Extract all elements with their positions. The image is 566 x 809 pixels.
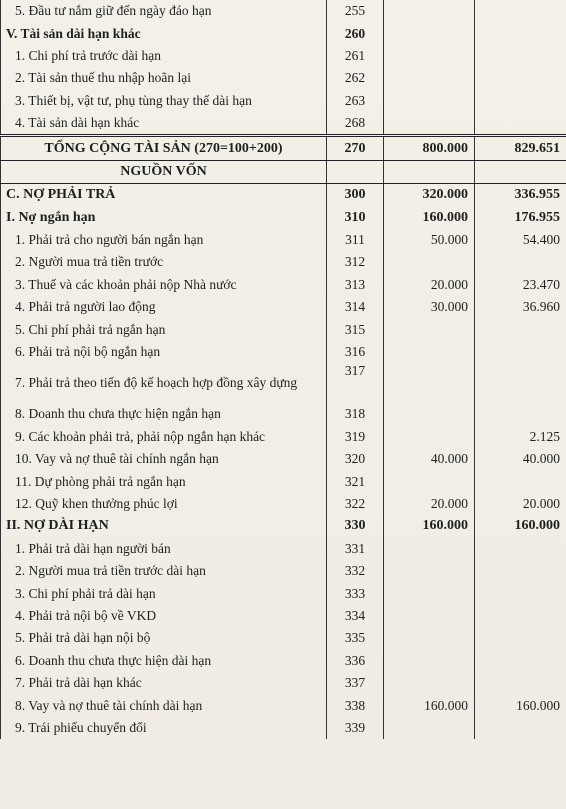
- row-value-start: 160.000: [475, 694, 566, 716]
- row-label: 6. Phải trả nội bộ ngắn hạn: [1, 341, 327, 363]
- empty-cell: [327, 160, 384, 183]
- empty-cell: [475, 160, 566, 183]
- row-label: 3. Chi phí phải trả dài hạn: [1, 582, 327, 604]
- section-header: NGUỒN VỐN: [1, 160, 327, 183]
- row-value-start: [475, 538, 566, 560]
- row-code: 255: [327, 0, 384, 22]
- row-code: 261: [327, 45, 384, 67]
- row-label: 8. Doanh thu chưa thực hiện ngắn hạn: [1, 403, 327, 425]
- row-code: 315: [327, 318, 384, 340]
- row-label: 1. Phải trả cho người bán ngắn hạn: [1, 229, 327, 251]
- table-row: [1, 605, 566, 627]
- row-code: 333: [327, 582, 384, 604]
- row-value-start: [475, 470, 566, 492]
- row-value-start: 54.400: [475, 229, 566, 251]
- row-code: 268: [327, 112, 384, 136]
- row-value-end: 50.000: [384, 229, 475, 251]
- row-value-end: 30.000: [384, 296, 475, 318]
- row-code: 336: [327, 650, 384, 672]
- row-value-end: 20.000: [384, 493, 475, 515]
- row-value-start: 336.955: [475, 184, 566, 207]
- row-value-end: [384, 672, 475, 694]
- row-value-start: [475, 112, 566, 136]
- table-row: [1, 694, 566, 716]
- row-value-start: [475, 318, 566, 340]
- table-row: [1, 112, 566, 136]
- row-value-end: [384, 582, 475, 604]
- row-value-start: [475, 341, 566, 363]
- row-value-end: [384, 650, 475, 672]
- table-row: [1, 538, 566, 560]
- row-value-end: 320.000: [384, 184, 475, 207]
- row-label: 3. Thiết bị, vật tư, phụ tùng thay thế dài hạn: [1, 90, 327, 112]
- table-row: [1, 318, 566, 340]
- row-code: 311: [327, 229, 384, 251]
- row-value-end: 160.000: [384, 694, 475, 716]
- table-row: [1, 0, 566, 22]
- row-value-start: 160.000: [475, 515, 566, 537]
- row-code: 318: [327, 403, 384, 425]
- balance-sheet-rows: [1, 0, 566, 739]
- row-label: 11. Dự phòng phải trả ngắn hạn: [1, 470, 327, 492]
- row-value-end: [384, 560, 475, 582]
- row-value-end: [384, 538, 475, 560]
- row-code: 321: [327, 470, 384, 492]
- table-row: [1, 493, 566, 515]
- table-row: [1, 160, 566, 183]
- row-value-end: [384, 470, 475, 492]
- row-value-start: [475, 90, 566, 112]
- row-label: 4. Phải trả nội bộ về VKD: [1, 605, 327, 627]
- row-code: 310: [327, 207, 384, 229]
- row-label: 5. Chi phí phải trả ngắn hạn: [1, 318, 327, 340]
- row-value-start: 2.125: [475, 426, 566, 448]
- row-code: 300: [327, 184, 384, 207]
- row-value-start: [475, 560, 566, 582]
- row-value-end: [384, 22, 475, 44]
- row-value-end: [384, 717, 475, 739]
- row-value-end: [384, 0, 475, 22]
- row-code: 312: [327, 251, 384, 273]
- row-label: 2. Tài sản thuế thu nhập hoãn lại: [1, 67, 327, 89]
- table-row: [1, 363, 566, 403]
- table-row: [1, 341, 566, 363]
- table-row: [1, 45, 566, 67]
- table-row: [1, 403, 566, 425]
- row-label: 1. Phải trả dài hạn người bán: [1, 538, 327, 560]
- row-code: 332: [327, 560, 384, 582]
- row-label: 4. Tài sản dài hạn khác: [1, 112, 327, 136]
- row-label: C. NỢ PHẢI TRẢ: [1, 184, 327, 207]
- row-value-end: 40.000: [384, 448, 475, 470]
- row-value-end: [384, 251, 475, 273]
- row-value-start: [475, 0, 566, 22]
- row-value-start: 176.955: [475, 207, 566, 229]
- row-value-end: [384, 90, 475, 112]
- row-value-start: 20.000: [475, 493, 566, 515]
- row-code: 331: [327, 538, 384, 560]
- row-value-start: [475, 251, 566, 273]
- row-label: V. Tài sản dài hạn khác: [1, 22, 327, 44]
- row-code: 330: [327, 515, 384, 537]
- row-label: 1. Chi phí trả trước dài hạn: [1, 45, 327, 67]
- table-row: [1, 582, 566, 604]
- row-value-start: [475, 717, 566, 739]
- row-value-start: [475, 605, 566, 627]
- row-code: 270: [327, 136, 384, 160]
- row-label: 9. Các khoản phải trả, phải nộp ngắn hạn khác: [1, 426, 327, 448]
- table-row: [1, 67, 566, 89]
- row-label: 10. Vay và nợ thuê tài chính ngắn hạn: [1, 448, 327, 470]
- row-label: 12. Quỹ khen thưởng phúc lợi: [1, 493, 327, 515]
- table-row: [1, 207, 566, 229]
- row-code: 339: [327, 717, 384, 739]
- row-value-end: [384, 67, 475, 89]
- row-code: 314: [327, 296, 384, 318]
- row-value-start: [475, 67, 566, 89]
- row-code: 335: [327, 627, 384, 649]
- row-code: 338: [327, 694, 384, 716]
- row-code: 263: [327, 90, 384, 112]
- row-label: I. Nợ ngắn hạn: [1, 207, 327, 229]
- row-code: 337: [327, 672, 384, 694]
- row-value-end: 160.000: [384, 207, 475, 229]
- table-row: [1, 90, 566, 112]
- row-value-start: 36.960: [475, 296, 566, 318]
- row-label: 5. Đầu tư nắm giữ đến ngày đáo hạn: [1, 0, 327, 22]
- row-value-end: [384, 112, 475, 136]
- row-label: II. NỢ DÀI HẠN: [1, 515, 327, 537]
- table-row: [1, 251, 566, 273]
- table-row: [1, 560, 566, 582]
- table-row: [1, 515, 566, 537]
- table-row: [1, 717, 566, 739]
- row-code: 316: [327, 341, 384, 363]
- row-value-start: 829.651: [475, 136, 566, 160]
- row-value-start: [475, 672, 566, 694]
- row-value-end: 20.000: [384, 274, 475, 296]
- row-label: 7. Phải trả theo tiến độ kế hoạch hợp đồng xây dựng: [1, 363, 327, 403]
- row-label: 8. Vay và nợ thuê tài chính dài hạn: [1, 694, 327, 716]
- row-code: 322: [327, 493, 384, 515]
- row-value-start: [475, 363, 566, 403]
- row-label: 2. Người mua trả tiền trước dài hạn: [1, 560, 327, 582]
- table-row: [1, 650, 566, 672]
- row-value-end: [384, 605, 475, 627]
- row-label: 2. Người mua trả tiền trước: [1, 251, 327, 273]
- row-value-end: [384, 363, 475, 403]
- row-label: 9. Trái phiếu chuyển đổi: [1, 717, 327, 739]
- row-value-start: [475, 403, 566, 425]
- row-code: 320: [327, 448, 384, 470]
- row-label: 3. Thuế và các khoản phải nộp Nhà nước: [1, 274, 327, 296]
- row-value-end: 160.000: [384, 515, 475, 537]
- row-value-start: [475, 650, 566, 672]
- row-value-end: [384, 45, 475, 67]
- table-row: [1, 296, 566, 318]
- row-value-start: [475, 45, 566, 67]
- row-code: 319: [327, 426, 384, 448]
- row-value-start: [475, 582, 566, 604]
- row-code: 313: [327, 274, 384, 296]
- row-value-end: [384, 403, 475, 425]
- row-value-end: [384, 318, 475, 340]
- table-row: [1, 22, 566, 44]
- row-code: 262: [327, 67, 384, 89]
- row-value-start: [475, 22, 566, 44]
- row-value-end: 800.000: [384, 136, 475, 160]
- row-value-start: [475, 627, 566, 649]
- table-row: [1, 672, 566, 694]
- row-label: 4. Phải trả người lao động: [1, 296, 327, 318]
- row-code: 260: [327, 22, 384, 44]
- row-value-end: [384, 627, 475, 649]
- table-row: [1, 229, 566, 251]
- table-row: [1, 448, 566, 470]
- row-code: 334: [327, 605, 384, 627]
- row-value-end: [384, 341, 475, 363]
- table-row: [1, 136, 566, 160]
- empty-cell: [384, 160, 475, 183]
- row-value-start: 40.000: [475, 448, 566, 470]
- table-row: [1, 184, 566, 207]
- row-label: 5. Phải trả dài hạn nội bộ: [1, 627, 327, 649]
- table-row: [1, 274, 566, 296]
- row-value-start: 23.470: [475, 274, 566, 296]
- table-row: [1, 426, 566, 448]
- table-row: [1, 470, 566, 492]
- row-label: 7. Phải trả dài hạn khác: [1, 672, 327, 694]
- row-label: 6. Doanh thu chưa thực hiện dài hạn: [1, 650, 327, 672]
- table-row: [1, 627, 566, 649]
- row-label: TỔNG CỘNG TÀI SẢN (270=100+200): [1, 136, 327, 160]
- row-value-end: [384, 426, 475, 448]
- row-code: 317: [327, 363, 384, 403]
